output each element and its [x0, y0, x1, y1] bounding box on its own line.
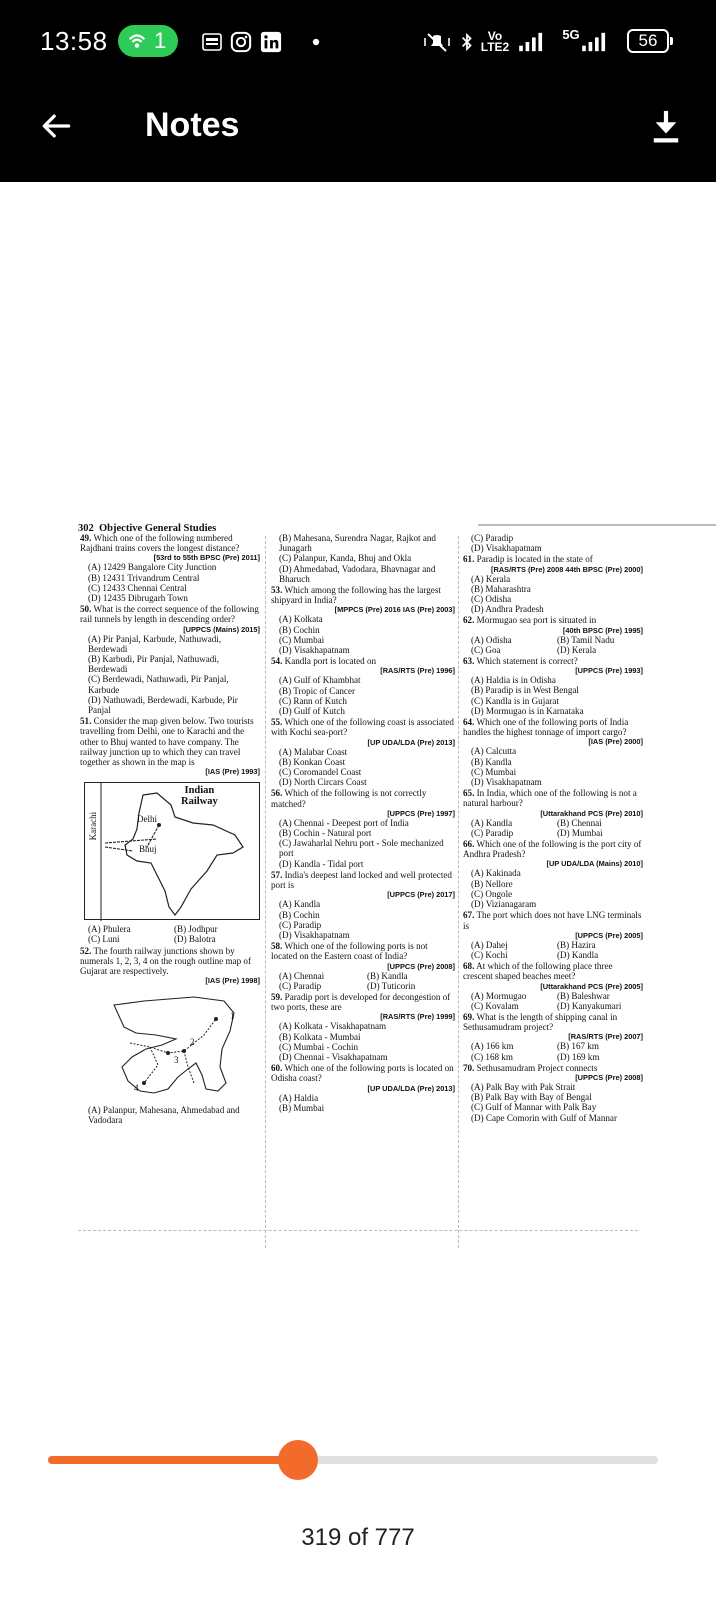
question-text: Which one of the following ports is located on Odisha coast?	[271, 1063, 456, 1084]
question-number: 61.	[463, 554, 475, 565]
answer-option: (D) Visakhapatnam	[279, 645, 350, 656]
answer-option: (D) Andhra Pradesh	[471, 604, 544, 615]
answer-option: (B) Chennai	[557, 817, 602, 828]
answer-option: (B) Karbudi, Pir Panjal, Nathuwadi, Berdewadi	[88, 654, 220, 675]
question-block	[271, 941, 455, 991]
lte-label: LTE2	[480, 40, 510, 54]
answer-option: (A) Palk Bay with Pak Strait	[471, 1081, 576, 1092]
question-stem	[271, 870, 455, 890]
answer-option: (B) Konkan Coast	[279, 756, 346, 767]
question-number: 67.	[463, 910, 475, 921]
answer-option: (A) Kolkata	[279, 614, 323, 625]
answer-option: (B) Maharashtra	[471, 583, 531, 594]
question-text: The fourth railway junctions shown by numerals 1, 2, 3, 4 on the rough outline map of Gujarat are respectively.	[80, 945, 254, 977]
answer-option: (C) Paradip	[279, 919, 322, 930]
answer-option-row	[271, 981, 455, 991]
page-slider[interactable]	[48, 1440, 658, 1480]
question-text: Sethusamudram Project connects	[476, 1062, 598, 1073]
question-stem	[80, 533, 260, 553]
question-block	[80, 716, 260, 776]
question-source: [Uttarakhand PCS (Pre) 2010]	[540, 808, 643, 818]
top-bar	[0, 0, 716, 182]
answer-option: (B) Kolkata - Mumbai	[279, 1031, 361, 1042]
question-stem	[463, 656, 643, 666]
answer-option: (C) Paradip	[471, 533, 514, 543]
question-block	[463, 533, 643, 553]
signal-2-icon	[580, 31, 610, 53]
answer-option: (C) Rann of Kutch	[279, 695, 347, 706]
status-time: 13:58	[40, 26, 108, 56]
column-2	[271, 532, 455, 1113]
answer-option: (A) Kandla	[279, 899, 321, 910]
question-52	[80, 946, 260, 986]
answer-option: (A) Kakinada	[471, 868, 521, 879]
answer-option: (D) Visakhapatnam	[471, 543, 542, 554]
answer-option: (B) Mahesana, Surendra Nagar, Rajkot and Junagarh	[279, 533, 436, 554]
question-source: [MPPCS (Pre) 2016 IAS (Pre) 2003]	[334, 605, 455, 615]
question-block	[271, 1063, 455, 1113]
answer-option: (B) Jodhpur	[174, 924, 218, 935]
answer-option: (D) Gulf of Kutch	[279, 706, 345, 717]
network-5g-label: 5G	[562, 26, 580, 42]
question-number: 65.	[463, 788, 475, 799]
question-block	[271, 788, 455, 868]
answer-option: (A) Kerala	[471, 573, 511, 584]
battery-indicator: 56	[627, 29, 669, 53]
question-text: Consider the map given below. Two tourists travelling from Delhi, one to Karachi and the other to Bhuj wanted to have company. The railway junction up to which they can travel together as shown in the map is	[80, 716, 256, 768]
answer-option: (C) Luni	[88, 934, 120, 945]
question-block	[271, 656, 455, 716]
answer-option: (C) Paradip	[471, 827, 514, 838]
question-number: 58.	[271, 941, 283, 952]
question-source: [RAS/RTS (Pre) 1999]	[380, 1012, 455, 1022]
question-number: 49.	[80, 533, 92, 543]
answer-option: (A) Odisha	[471, 634, 512, 645]
answer-option: (D) Tuticorin	[367, 980, 416, 991]
column-3	[463, 532, 643, 1123]
question-number: 59.	[271, 991, 283, 1002]
answer-option: (B) Baleshwar	[557, 990, 610, 1001]
question-number: 70.	[463, 1062, 475, 1073]
map-title-line2: Railway	[181, 796, 218, 808]
indian-railway-map	[84, 782, 260, 920]
question-text: What is the length of shipping canal in Sethusamudram project?	[463, 1011, 620, 1033]
map-marker-4: 4	[134, 1083, 139, 1094]
question-source: [UPPCS (Pre) 2008]	[575, 1072, 643, 1082]
question-stem	[271, 717, 455, 737]
answer-option: (C) Coromandel Coast	[279, 767, 362, 778]
hotspot-indicator	[118, 25, 178, 57]
answer-option: (B) Kandla	[471, 756, 512, 767]
download-icon	[650, 106, 682, 146]
answer-option: (D) 12435 Dibrugarh Town	[88, 593, 188, 604]
answer-option: (B) Mumbai	[279, 1102, 325, 1113]
answer-option: (A) Calcutta	[471, 746, 517, 757]
answer-option: (D) Vizianagaram	[471, 899, 537, 910]
question-text: Kandla port is located on	[284, 656, 377, 667]
hotspot-count: 1	[154, 28, 167, 53]
answer-option-row	[463, 828, 643, 838]
more-notifications-dot-icon	[310, 30, 322, 54]
status-bar	[0, 0, 716, 82]
question-number: 62.	[463, 615, 475, 626]
question-stem	[463, 961, 643, 981]
download-button[interactable]	[650, 106, 684, 146]
question-block	[463, 615, 643, 655]
page-number: 302	[78, 523, 94, 534]
answer-option: (B) Nellore	[471, 878, 513, 889]
answer-option: (A) Haldia is in Odisha	[471, 675, 556, 686]
question-text: Which among the following has the largest shipyard in India?	[271, 585, 444, 606]
question-source: [IAS (Pre) 1998]	[205, 976, 260, 986]
slider-thumb[interactable]	[278, 1440, 318, 1480]
question-text: What is the correct sequence of the following rail tunnels by length in descending order?	[80, 604, 262, 625]
notification-app-icon	[198, 30, 226, 54]
answer-option: (B) Hazira	[557, 939, 596, 950]
question-stem	[463, 910, 643, 930]
question-number: 60.	[271, 1063, 283, 1074]
answer-option: (A) Chennai - Deepest port of India	[279, 817, 409, 828]
question-stem	[271, 1063, 455, 1083]
question-block	[463, 656, 643, 716]
question-stem	[463, 554, 643, 564]
answer-option: (D) Mumbai	[557, 827, 603, 838]
map-label-karachi: Karachi	[88, 812, 99, 841]
question-text: Paradip port is developed for decongestion of two ports, these are	[271, 991, 453, 1013]
question-number: 57.	[271, 869, 283, 880]
question-stem	[463, 788, 643, 808]
question-number: 52.	[80, 945, 92, 956]
question-text: Which statement is correct?	[476, 656, 578, 667]
map-title-line1: Indian	[184, 785, 215, 797]
signal-1-icon	[514, 30, 550, 54]
answer-option-row	[463, 1052, 643, 1062]
page-title: Notes	[145, 106, 240, 144]
question-text: Which one of the following coast is associated with Kochi sea-port?	[271, 717, 457, 738]
instagram-icon	[228, 30, 254, 54]
answer-option: (A) Haldia	[279, 1092, 319, 1103]
question-block	[463, 717, 643, 787]
question-source: [UP UDA/LDA (Pre) 2013]	[367, 1083, 455, 1093]
signal-5g-indicator	[556, 26, 616, 54]
answer-option: (C) Kovalam	[471, 1000, 519, 1011]
answer-option: (C) 12433 Chennai Central	[88, 582, 187, 593]
question-number: 69.	[463, 1011, 475, 1022]
answer-option: (D) Visakhapatnam	[279, 929, 350, 940]
question-source: [40th BPSC (Pre) 1995]	[562, 625, 643, 635]
answer-option: (D) Ahmedabad, Vadodara, Bhavnagar and Bharuch	[279, 563, 436, 584]
question-source: [UPPCS (Pre) 2008]	[387, 961, 455, 971]
question-source: [RAS/RTS (Pre) 2008 44th BPSC (Pre) 2000]	[491, 564, 643, 574]
question-stem	[271, 788, 455, 808]
question-block	[463, 554, 643, 614]
question-block	[463, 1012, 643, 1062]
question-stem	[463, 839, 643, 859]
question-source: [UPPCS (Pre) 2005]	[575, 930, 643, 940]
question-stem	[80, 716, 260, 767]
question-source: [UPPCS (Mains) 2015]	[183, 624, 260, 634]
question-number: 63.	[463, 656, 475, 667]
answer-option: (A) Malabar Coast	[279, 746, 348, 757]
answer-option: (D) Mormugao is in Karnataka	[471, 705, 584, 716]
answer-option: (A) Palanpur, Mahesana, Ahmedabad and Vadodara	[88, 1105, 240, 1126]
answer-option: (B) 167 km	[557, 1041, 599, 1052]
question-source: [IAS (Pre) 2000]	[588, 737, 643, 747]
answer-option-row	[271, 971, 455, 981]
question-source: [UP UDA/LDA (Pre) 2013]	[367, 737, 455, 747]
answer-option: (D) Kandla - Tidal port	[279, 858, 364, 869]
question-source: [Uttarakhand PCS (Pre) 2005]	[540, 981, 643, 991]
question-text: At which of the following place three crescent shaped beaches meet?	[463, 961, 615, 982]
volte-indicator	[480, 30, 510, 54]
page-indicator: 319 of 777	[301, 1524, 415, 1551]
answer-option: (C) Ongole	[471, 888, 513, 899]
question-block	[271, 585, 455, 655]
answer-option: (C) Berdewadi, Nathuwadi, Pir Panjal, Karbude	[88, 674, 229, 695]
answer-option: (A) Kolkata - Visakhapatnam	[279, 1021, 387, 1032]
question-block	[463, 961, 643, 1011]
question-block	[463, 839, 643, 909]
answer-option: (B) Cochin	[279, 624, 320, 635]
answer-option: (C) Gulf of Mannar with Palk Bay	[471, 1102, 597, 1113]
answer-option-row	[463, 1001, 643, 1011]
question-block	[271, 533, 455, 584]
answer-option: (B) Paradip is in West Bengal	[471, 685, 579, 696]
answer-option: (D) Balotra	[174, 934, 216, 945]
answer-option: (A) Dahej	[471, 939, 508, 950]
back-arrow-icon	[38, 108, 74, 144]
answer-option: (D) Visakhapatnam	[471, 777, 542, 788]
answer-option-row	[463, 645, 643, 655]
question-text: In India, which one of the following is not a natural harbour?	[463, 788, 640, 809]
question-block	[80, 533, 260, 603]
answer-option: (C) Jawaharlal Nehru port - Sole mechanized port	[279, 838, 444, 859]
mute-vibrate-icon	[420, 30, 454, 54]
answer-option-row	[80, 924, 260, 934]
answer-option-row	[463, 991, 643, 1001]
answer-option: (A) Kandla	[471, 817, 513, 828]
question-number: 55.	[271, 717, 283, 728]
answer-option: (C) 168 km	[471, 1051, 513, 1062]
question-text: The port which does not have LNG terminals is	[463, 910, 644, 931]
answer-option-row	[463, 950, 643, 960]
page-header-title: Objective General Studies	[99, 523, 217, 534]
map-label-delhi: Delhi	[137, 814, 157, 825]
question-block	[271, 870, 455, 940]
answer-option: (A) 12429 Bangalore City Junction	[88, 562, 217, 573]
question-number: 66.	[463, 839, 475, 850]
question-block	[463, 910, 643, 960]
map-marker-1: 1	[230, 1011, 235, 1022]
question-text: Paradip is located in the state of	[476, 554, 593, 565]
gujarat-outline-map	[84, 991, 260, 1101]
question-source: [UPPCS (Pre) 2017]	[387, 890, 455, 900]
answer-option: (C) Kochi	[471, 949, 508, 960]
volte-label: Vo	[487, 29, 503, 43]
answer-option: (C) Kandla is in Gujarat	[471, 695, 559, 706]
answer-option: (C) Palanpur, Kanda, Bhuj and Okla	[279, 553, 412, 564]
answer-option: (A) 166 km	[471, 1041, 514, 1052]
answer-option: (D) Kanyakumari	[557, 1000, 622, 1011]
answer-option: (B) Palk Bay with Bay of Bengal	[471, 1092, 592, 1103]
question-number: 64.	[463, 717, 475, 728]
question-text: Which one of the following ports of India handles the highest tonnage of import cargo?	[463, 717, 631, 738]
document-page	[74, 523, 644, 1254]
answer-option-row	[463, 1041, 643, 1051]
answer-option: (D) Nathuwadi, Berdewadi, Karbude, Pir Panjal	[88, 694, 238, 716]
answer-option: (C) Mumbai	[471, 766, 517, 777]
answer-option: (C) Mumbai - Cochin	[279, 1041, 359, 1052]
question-stem	[80, 604, 260, 624]
answer-option: (A) Pir Panjal, Karbude, Nathuwadi, Berdewadi	[88, 633, 222, 654]
map-marker-2: 2	[190, 1037, 195, 1048]
question-number: 53.	[271, 585, 283, 596]
question-block	[80, 604, 260, 715]
map-marker-3: 3	[174, 1055, 179, 1066]
answer-option: (A) Gulf of Khambhat	[279, 675, 361, 686]
answer-option: (A) Phulera	[88, 924, 131, 935]
question-stem	[271, 992, 455, 1012]
question-number: 56.	[271, 788, 283, 799]
question-number: 51.	[80, 716, 92, 727]
back-button[interactable]	[36, 106, 76, 146]
answer-option: (C) Paradip	[279, 980, 322, 991]
question-source: [RAS/RTS (Pre) 2007]	[568, 1032, 643, 1042]
question-source: [IAS (Pre) 1993]	[205, 767, 260, 777]
question-source: [UP UDA/LDA (Mains) 2010]	[546, 859, 643, 869]
hotspot-icon	[126, 30, 148, 52]
answer-option: (B) Tropic of Cancer	[279, 685, 356, 696]
question-number: 50.	[80, 604, 92, 615]
answer-option: (B) Kandla	[367, 970, 408, 981]
answer-option: (B) Cochin - Natural port	[279, 828, 372, 839]
question-stem	[463, 717, 643, 737]
question-block	[463, 788, 643, 838]
question-number: 68.	[463, 961, 475, 972]
answer-option-row	[463, 940, 643, 950]
answer-option-row	[80, 934, 260, 944]
question-text: Mormugao sea port is situated in	[476, 615, 597, 626]
answer-option: (A) Mormugao	[471, 990, 527, 1001]
question-text: Which one of the following numbered Rajdhani trains covers the longest distance?	[80, 533, 240, 554]
answer-option: (D) Chennai - Visakhapatnam	[279, 1051, 388, 1062]
question-number: 54.	[271, 656, 283, 667]
answer-option: (B) Cochin	[279, 909, 320, 920]
bluetooth-icon	[457, 30, 477, 54]
question-source: [53rd to 55th BPSC (Pre) 2011]	[153, 553, 260, 563]
slider-progress	[48, 1456, 298, 1464]
answer-option: (C) Goa	[471, 644, 501, 655]
question-source: [RAS/RTS (Pre) 1996]	[380, 666, 455, 676]
question-block	[271, 992, 455, 1062]
answer-option: (C) Mumbai	[279, 634, 325, 645]
question-block	[271, 717, 455, 787]
answer-option: (B) 12431 Trivandrum Central	[88, 572, 200, 583]
answer-option-row	[463, 818, 643, 828]
question-text: Which of the following is not correctly matched?	[271, 788, 429, 809]
question-source: [UPPCS (Pre) 1993]	[575, 666, 643, 676]
column-1	[80, 532, 260, 1126]
answer-option: (D) Kerala	[557, 644, 597, 655]
answer-option: (D) North Circars Coast	[279, 777, 367, 788]
answer-option: (D) Kandla	[557, 949, 599, 960]
map-label-bhuj: Bhuj	[139, 844, 157, 855]
question-text: Which one of the following is the port city of Andhra Pradesh?	[463, 839, 644, 860]
question-source: [UPPCS (Pre) 1997]	[387, 808, 455, 818]
question-stem	[463, 615, 643, 625]
answer-option: (D) 169 km	[557, 1051, 600, 1062]
answer-option-row	[463, 635, 643, 645]
question-stem	[271, 585, 455, 605]
question-block	[463, 1063, 643, 1123]
app-bar	[0, 82, 716, 182]
linkedin-icon	[258, 30, 284, 54]
question-stem	[463, 1063, 643, 1073]
answer-option: (B) Tamil Nadu	[557, 634, 615, 645]
answer-option: (A) Chennai	[279, 970, 325, 981]
answer-option: (C) Odisha	[471, 594, 512, 605]
question-stem	[463, 1012, 643, 1032]
question-stem	[271, 941, 455, 961]
question-text: Which one of the following ports is not located on the Eastern coast of India?	[271, 941, 430, 962]
answer-option: (D) Cape Comorin with Gulf of Mannar	[471, 1112, 617, 1123]
question-stem	[271, 656, 455, 666]
question-text: India's deepest land locked and well protected port is	[271, 869, 455, 891]
